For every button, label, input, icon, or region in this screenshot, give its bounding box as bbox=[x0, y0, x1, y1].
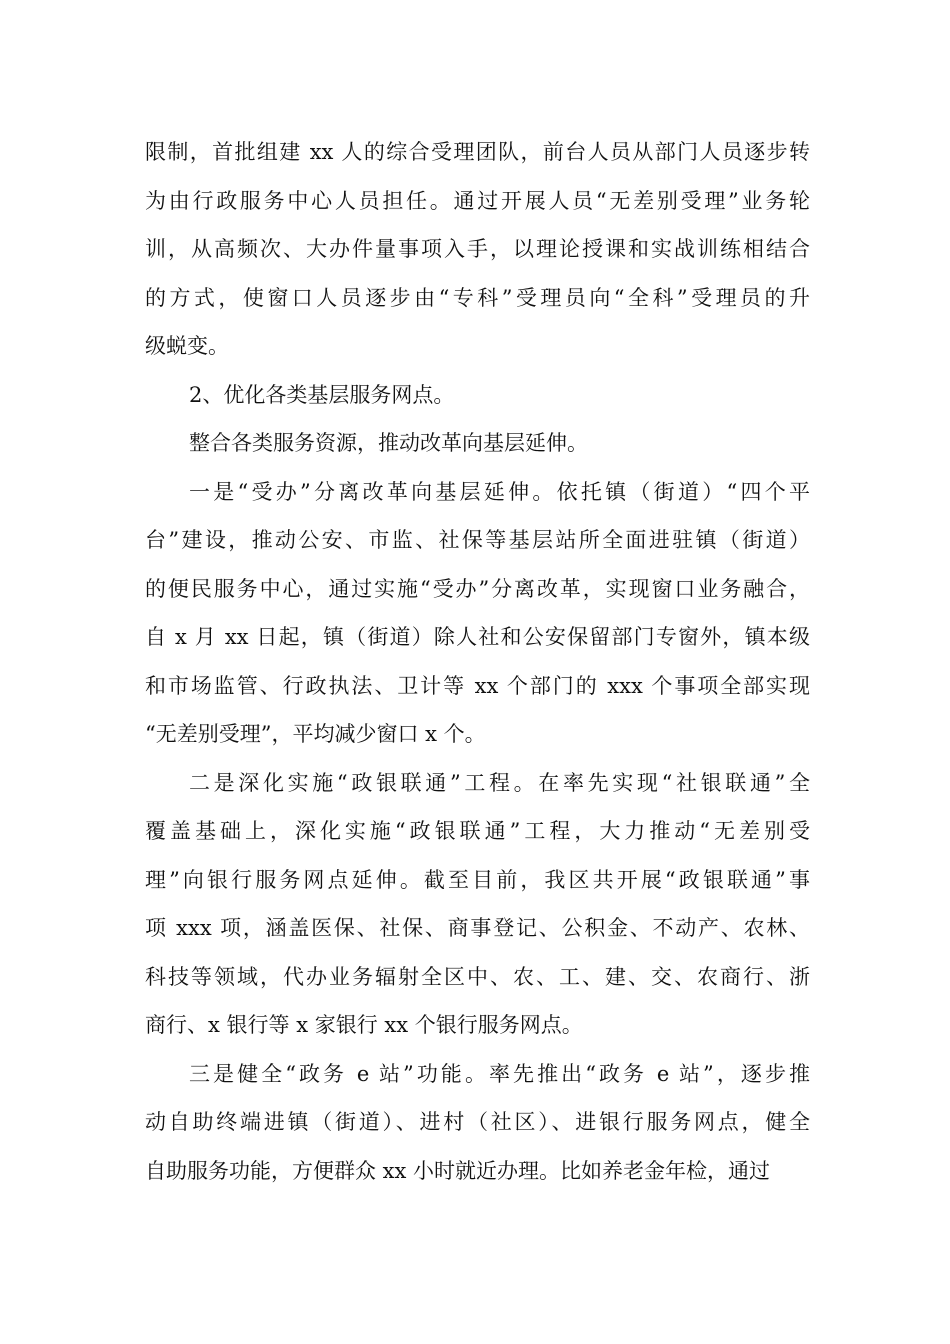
text-line: 项 xxx 项，涵盖医保、社保、商事登记、公积金、不动产、农林、 bbox=[145, 916, 810, 940]
document-body bbox=[145, 128, 810, 1195]
text-line: 一是“受办”分离改革向基层延伸。依托镇（街道）“四个平 bbox=[189, 479, 810, 504]
text-line: 台”建设，推动公安、市监、社保等基层站所全面进驻镇（街道） bbox=[145, 528, 810, 552]
text-line: 科技等领域，代办业务辐射全区中、农、工、建、交、农商行、浙 bbox=[145, 964, 810, 989]
paragraph-p2 bbox=[145, 371, 810, 420]
text-line: “无差别受理”，平均减少窗口 x 个。 bbox=[145, 722, 486, 746]
paragraph-p3 bbox=[145, 419, 810, 468]
text-line: 整合各类服务资源，推动改革向基层延伸。 bbox=[189, 431, 588, 455]
text-line: 理”向银行服务网点延伸。截至目前，我区共开展“政银联通”事 bbox=[145, 867, 810, 892]
text-line: 商行、x 银行等 x 家银行 xx 个银行服务网点。 bbox=[145, 1013, 583, 1037]
paragraph-p5 bbox=[145, 759, 810, 1050]
paragraph-p6 bbox=[145, 1050, 810, 1196]
text-line: 二是深化实施“政银联通”工程。在率先实现“社银联通”全 bbox=[189, 770, 810, 795]
text-line: 三是健全“政务 e 站”功能。率先推出“政务 e 站”，逐步推 bbox=[189, 1061, 810, 1086]
text-line: 为由行政服务中心人员担任。通过开展人员“无差别受理”业务轮 bbox=[145, 188, 810, 213]
text-line: 自 x 月 xx 日起，镇（街道）除人社和公安保留部门专窗外，镇本级 bbox=[145, 625, 810, 649]
text-line: 级蜕变。 bbox=[145, 334, 229, 358]
text-line: 动自助终端进镇（街道）、进村（社区）、进银行服务网点，健全 bbox=[145, 1110, 810, 1134]
text-line: 的方式，使窗口人员逐步由“专科”受理员向“全科”受理员的升 bbox=[145, 285, 810, 310]
text-line: 限制，首批组建 xx 人的综合受理团队，前台人员从部门人员逐步转 bbox=[145, 140, 810, 164]
text-line: 的便民服务中心，通过实施“受办”分离改革，实现窗口业务融合， bbox=[145, 576, 810, 601]
paragraph-p4 bbox=[145, 468, 810, 759]
text-line: 自助服务功能，方便群众 xx 小时就近办理。比如养老金年检，通过 bbox=[145, 1158, 771, 1183]
text-line: 覆盖基础上，深化实施“政银联通”工程，大力推动“无差别受 bbox=[145, 819, 810, 843]
paragraph-p1 bbox=[145, 128, 810, 371]
text-line: 训，从高频次、大办件量事项入手，以理论授课和实战训练相结合 bbox=[145, 237, 810, 261]
text-line: 2、优化各类基层服务网点。 bbox=[189, 382, 455, 407]
text-line: 和市场监管、行政执法、卫计等 xx 个部门的 xxx 个事项全部实现 bbox=[145, 673, 810, 698]
